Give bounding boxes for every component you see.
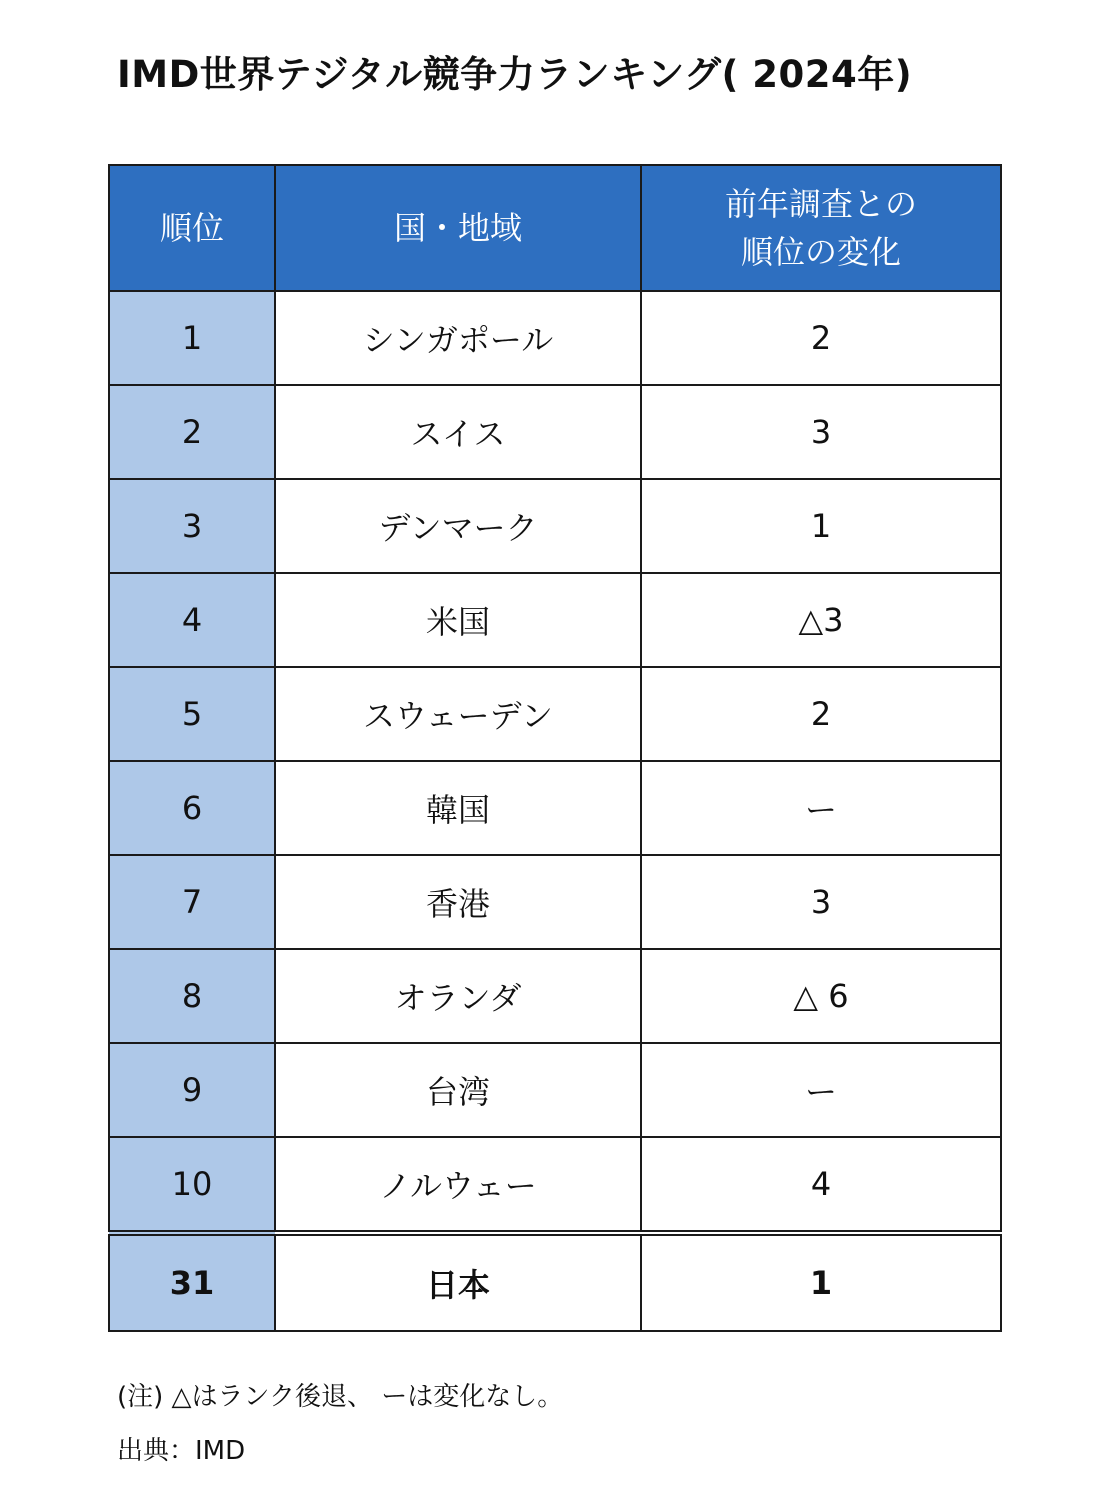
- table-row: [109, 949, 1001, 1043]
- table-row: [109, 291, 1001, 385]
- japan-rank-cell: 31: [109, 1233, 275, 1331]
- country-cell: オランダ: [275, 949, 641, 1043]
- country-cell: デンマーク: [275, 479, 641, 573]
- header-change: [641, 165, 1001, 291]
- header-country: 国・地域: [275, 165, 641, 291]
- table-header-row: [109, 165, 1001, 291]
- rank-cell: 1: [109, 291, 275, 385]
- header-change-line-2: 順位の変化: [740, 233, 901, 271]
- table-row: [109, 1137, 1001, 1233]
- change-cell: ー: [641, 1043, 1001, 1137]
- rank-cell: 2: [109, 385, 275, 479]
- header-change-line-1: 前年調査との: [724, 185, 917, 223]
- table-row: [109, 667, 1001, 761]
- country-cell: 香港: [275, 855, 641, 949]
- rank-cell: 3: [109, 479, 275, 573]
- change-cell: 1: [641, 479, 1001, 573]
- change-cell: 2: [641, 291, 1001, 385]
- ranking-table: [108, 164, 1002, 1332]
- footnote: (注) △はランク後退、 ーは変化なし。: [117, 1382, 564, 1412]
- japan-change-cell: 1: [641, 1233, 1001, 1331]
- change-cell: △3: [641, 573, 1001, 667]
- japan-row: [109, 1233, 1001, 1331]
- japan-country-cell: 日本: [275, 1233, 641, 1331]
- change-cell: 3: [641, 385, 1001, 479]
- table-row: [109, 855, 1001, 949]
- header-rank: 順位: [109, 165, 275, 291]
- table-row: [109, 573, 1001, 667]
- change-cell: 3: [641, 855, 1001, 949]
- table-row: [109, 1043, 1001, 1137]
- country-cell: 台湾: [275, 1043, 641, 1137]
- rank-cell: 9: [109, 1043, 275, 1137]
- country-cell: シンガポール: [275, 291, 641, 385]
- country-cell: 韓国: [275, 761, 641, 855]
- table-row: [109, 385, 1001, 479]
- table-row: [109, 479, 1001, 573]
- rank-cell: 10: [109, 1137, 275, 1233]
- source-note: 出典：IMD: [117, 1436, 246, 1466]
- country-cell: 米国: [275, 573, 641, 667]
- change-cell: 2: [641, 667, 1001, 761]
- page-title: IMD世界テジタル競争力ランキング( 2024年): [117, 53, 913, 96]
- change-cell: 4: [641, 1137, 1001, 1233]
- change-cell: ー: [641, 761, 1001, 855]
- rank-cell: 6: [109, 761, 275, 855]
- rank-cell: 4: [109, 573, 275, 667]
- rank-cell: 5: [109, 667, 275, 761]
- country-cell: ノルウェー: [275, 1137, 641, 1233]
- country-cell: スウェーデン: [275, 667, 641, 761]
- rank-cell: 8: [109, 949, 275, 1043]
- change-cell: △ 6: [641, 949, 1001, 1043]
- country-cell: スイス: [275, 385, 641, 479]
- table-row: [109, 761, 1001, 855]
- rank-cell: 7: [109, 855, 275, 949]
